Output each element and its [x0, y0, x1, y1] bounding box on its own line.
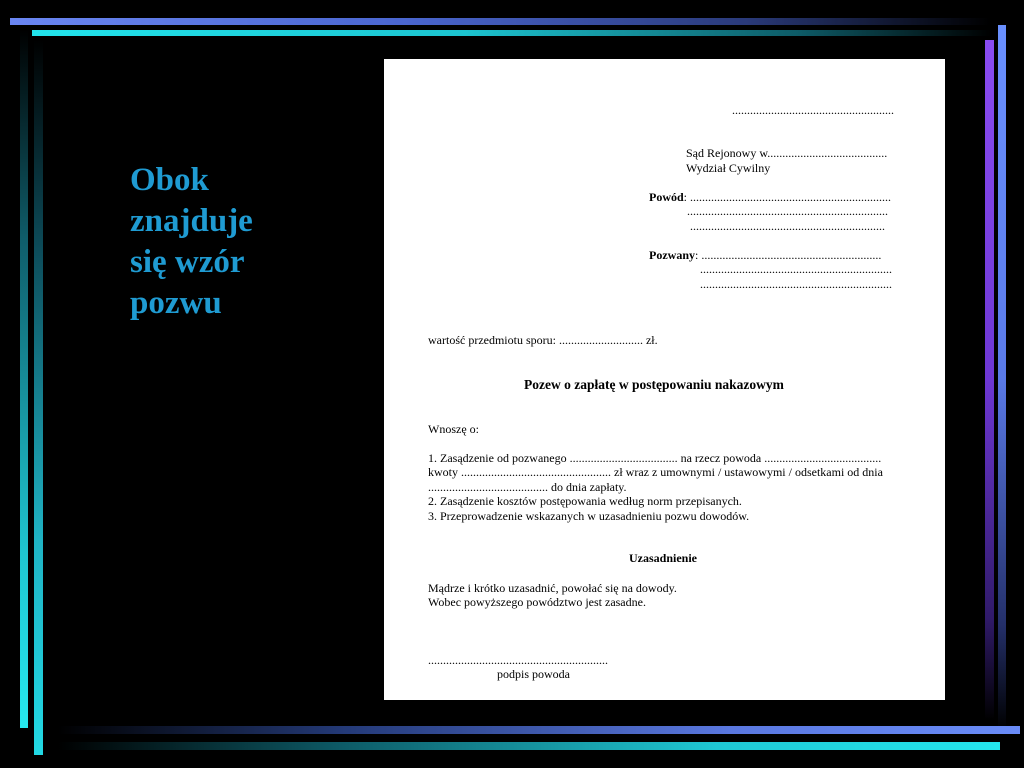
- justification-line: Wobec powyższego powództwo jest zasadne.: [428, 595, 646, 609]
- court-line: Sąd Rejonowy w........................................: [686, 146, 888, 160]
- decorative-bar-left-accent: [34, 40, 43, 755]
- defendant-line: [649, 248, 881, 263]
- slide-title-line: pozwu: [130, 285, 222, 321]
- plaintiff-dots: : ...................................................................: [683, 190, 892, 204]
- justification-title: Uzasadnienie: [629, 551, 698, 565]
- decorative-bar-bottom-accent: [58, 742, 1000, 750]
- document-title: Pozew o zapłatę w postępowaniu nakazowym: [524, 377, 784, 392]
- slide-title: [130, 160, 350, 324]
- justification-line: Mądrze i krótko uzasadnić, powołać się na dowody.: [428, 581, 677, 595]
- request-item: 1. Zasądzenie od pozwanego .................................... na rzecz powoda .......................................: [428, 451, 882, 465]
- request-item: ........................................ do dnia zapłaty.: [428, 480, 627, 494]
- signature-line: ............................................................: [428, 653, 608, 667]
- decorative-bar-right: [998, 25, 1006, 730]
- plaintiff-line-2: ...................................................................: [687, 204, 888, 218]
- request-item: 2. Zasądzenie kosztów postępowania według norm przepisanych.: [428, 494, 742, 508]
- signature-label: podpis powoda: [497, 667, 570, 681]
- defendant-dots: : ............................................................: [695, 248, 882, 262]
- slide-title-line: Obok: [130, 162, 209, 198]
- decorative-bar-right-accent: [985, 40, 994, 720]
- place-date-line: ......................................................: [732, 103, 894, 117]
- decorative-bar-top: [10, 18, 990, 25]
- plaintiff-line-3: .................................................................: [690, 219, 885, 233]
- slide-title-line: się wzór: [130, 244, 245, 280]
- defendant-line-3: ................................................................: [700, 277, 892, 291]
- lawsuit-template-document: [384, 59, 945, 700]
- defendant-label: Pozwany: [649, 248, 695, 262]
- decorative-bar-bottom: [58, 726, 1020, 734]
- decorative-bar-left: [20, 30, 28, 728]
- decorative-bar-top-accent: [32, 30, 992, 36]
- slide-title-line: znajduje: [130, 203, 253, 239]
- defendant-line-2: ................................................................: [700, 262, 892, 276]
- plaintiff-label: Powód: [649, 190, 684, 204]
- request-item: kwoty .................................................. zł wraz z umownymi / ustawowymi / odsetkami od dnia: [428, 465, 883, 479]
- request-item: 3. Przeprowadzenie wskazanych w uzasadnieniu pozwu dowodów.: [428, 509, 750, 523]
- court-division: Wydział Cywilny: [686, 161, 771, 175]
- dispute-value: wartość przedmiotu sporu: ............................ zł.: [428, 333, 658, 347]
- plaintiff-line: [649, 190, 891, 205]
- request-intro: Wnoszę o:: [428, 422, 479, 436]
